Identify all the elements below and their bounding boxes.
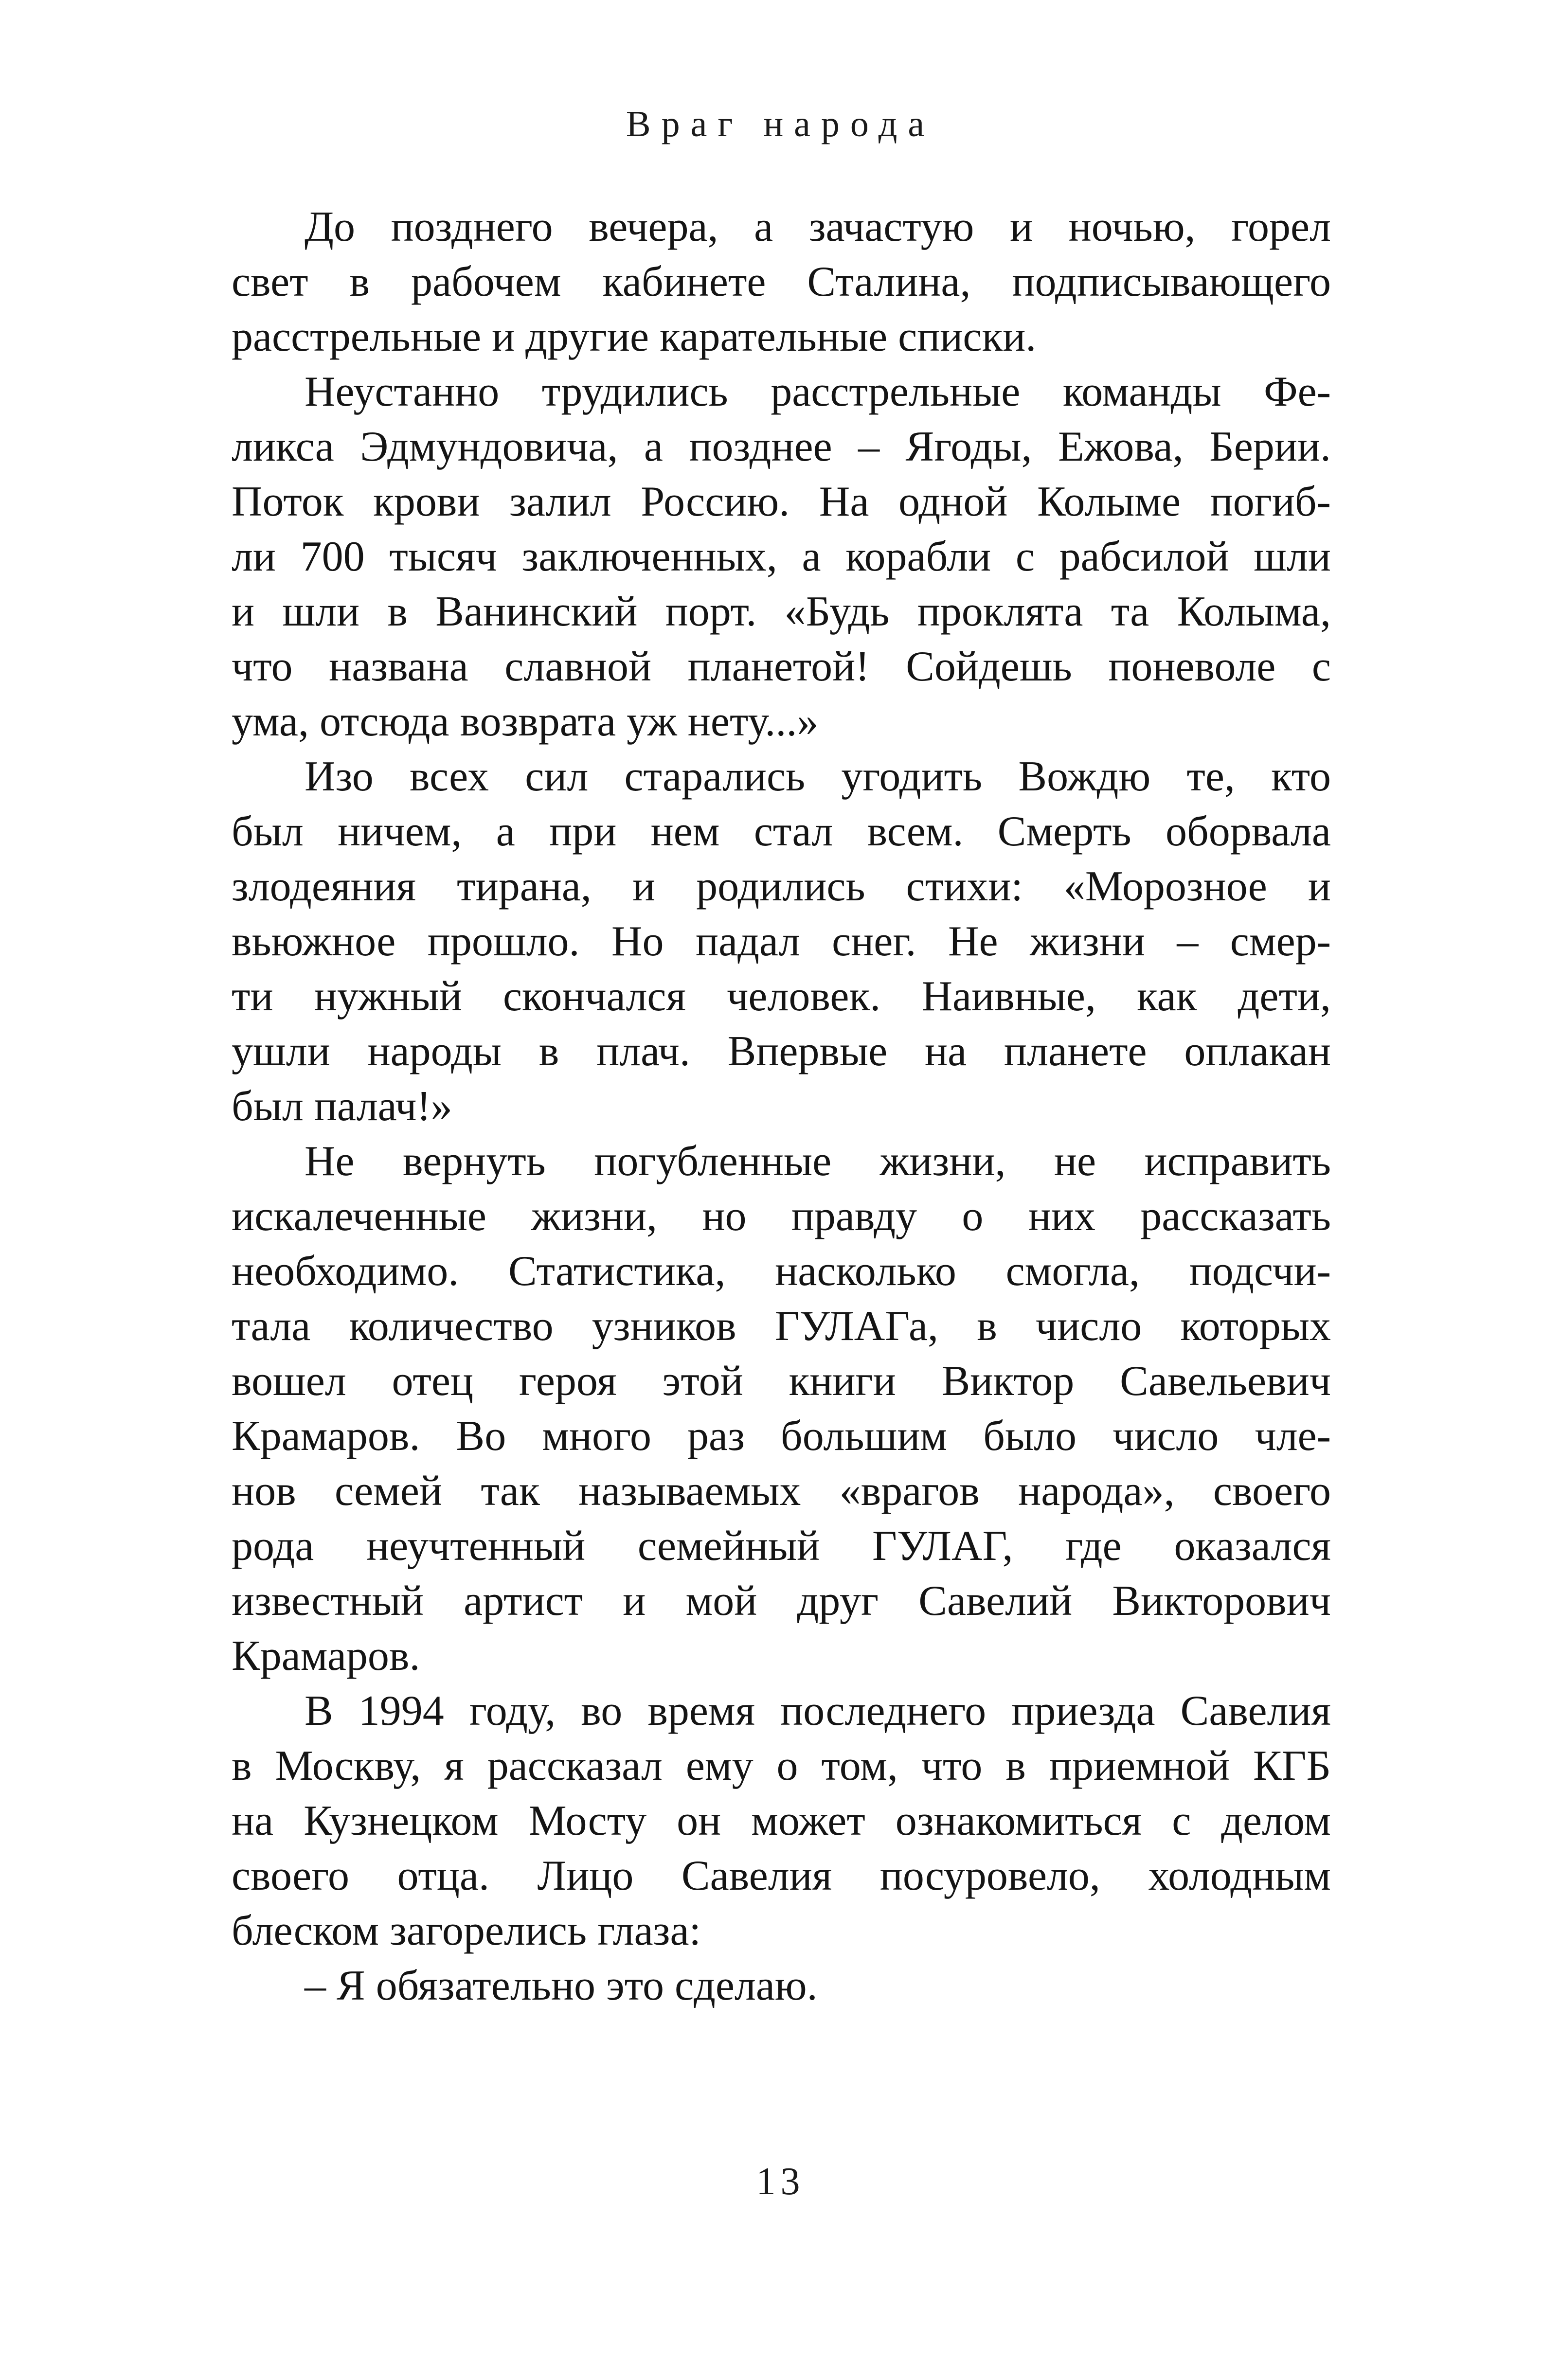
- body-text: [232, 199, 1331, 2013]
- text-line: Изо всех сил старались угодить Вождю те, кто: [305, 753, 1331, 800]
- text-line: рода неучтенный семейный ГУЛАГ, где оказался: [232, 1522, 1331, 1570]
- text-line: известный артист и мой друг Савелий Викторович: [232, 1577, 1331, 1625]
- running-head: Враг народа: [626, 104, 935, 144]
- text-line: искалеченные жизни, но правду о них рассказать: [232, 1193, 1331, 1240]
- text-line: Крамаров. Во много раз большим было число чле-: [232, 1413, 1331, 1460]
- text-line: блеском загорелись глаза:: [232, 1907, 701, 1954]
- text-line: был ничем, а при нем стал всем. Смерть оборвала: [232, 808, 1331, 855]
- text-line: До позднего вечера, а зачастую и ночью, горел: [305, 203, 1331, 251]
- text-line: что названа славной планетой! Сойдешь поневоле с: [232, 643, 1331, 690]
- text-line: Поток крови залил Россию. На одной Колыме погиб-: [232, 478, 1331, 525]
- text-line: нов семей так называемых «врагов народа», своего: [232, 1467, 1331, 1515]
- text-line: расстрельные и другие карательные списки.: [232, 313, 1037, 360]
- text-line: свет в рабочем кабинете Сталина, подписывающего: [232, 258, 1331, 305]
- text-line: – Я обязательно это сделаю.: [305, 1962, 818, 2009]
- text-line: Неустанно трудились расстрельные команды Фе-: [305, 368, 1331, 415]
- text-line: ума, отсюда возврата уж нету...»: [232, 698, 819, 745]
- text-line: ли 700 тысяч заключенных, а корабли с рабсилой шли: [232, 533, 1331, 580]
- text-line: злодеяния тирана, и родились стихи: «Морозное и: [232, 863, 1331, 910]
- page-number: 13: [756, 2160, 805, 2203]
- text-line: необходимо. Статистика, насколько смогла, подсчи-: [232, 1248, 1331, 1295]
- text-line: тала количество узников ГУЛАГа, в число которых: [232, 1303, 1331, 1350]
- text-line: был палач!»: [232, 1083, 452, 1130]
- text-line: вошел отец героя этой книги Виктор Савельевич: [232, 1358, 1331, 1405]
- text-line: ти нужный скончался человек. Наивные, как дети,: [232, 973, 1331, 1020]
- text-line: ушли народы в плач. Впервые на планете оплакан: [232, 1028, 1331, 1075]
- text-line: В 1994 году, во время последнего приезда Савелия: [305, 1687, 1331, 1735]
- text-line: и шли в Ванинский порт. «Будь проклята та Колыма,: [232, 588, 1331, 635]
- text-line: своего отца. Лицо Савелия посуровело, холодным: [232, 1852, 1331, 1899]
- text-line: в Москву, я рассказал ему о том, что в приемной КГБ: [232, 1742, 1331, 1789]
- text-line: Крамаров.: [232, 1632, 420, 1680]
- text-line: вьюжное прошло. Но падал снег. Не жизни – смер-: [232, 918, 1331, 965]
- text-line: ликса Эдмундовича, а позднее – Ягоды, Ежова, Берии.: [232, 423, 1331, 470]
- text-line: Не вернуть погубленные жизни, не исправить: [305, 1138, 1331, 1185]
- text-line: на Кузнецком Мосту он может ознакомиться с делом: [232, 1797, 1331, 1844]
